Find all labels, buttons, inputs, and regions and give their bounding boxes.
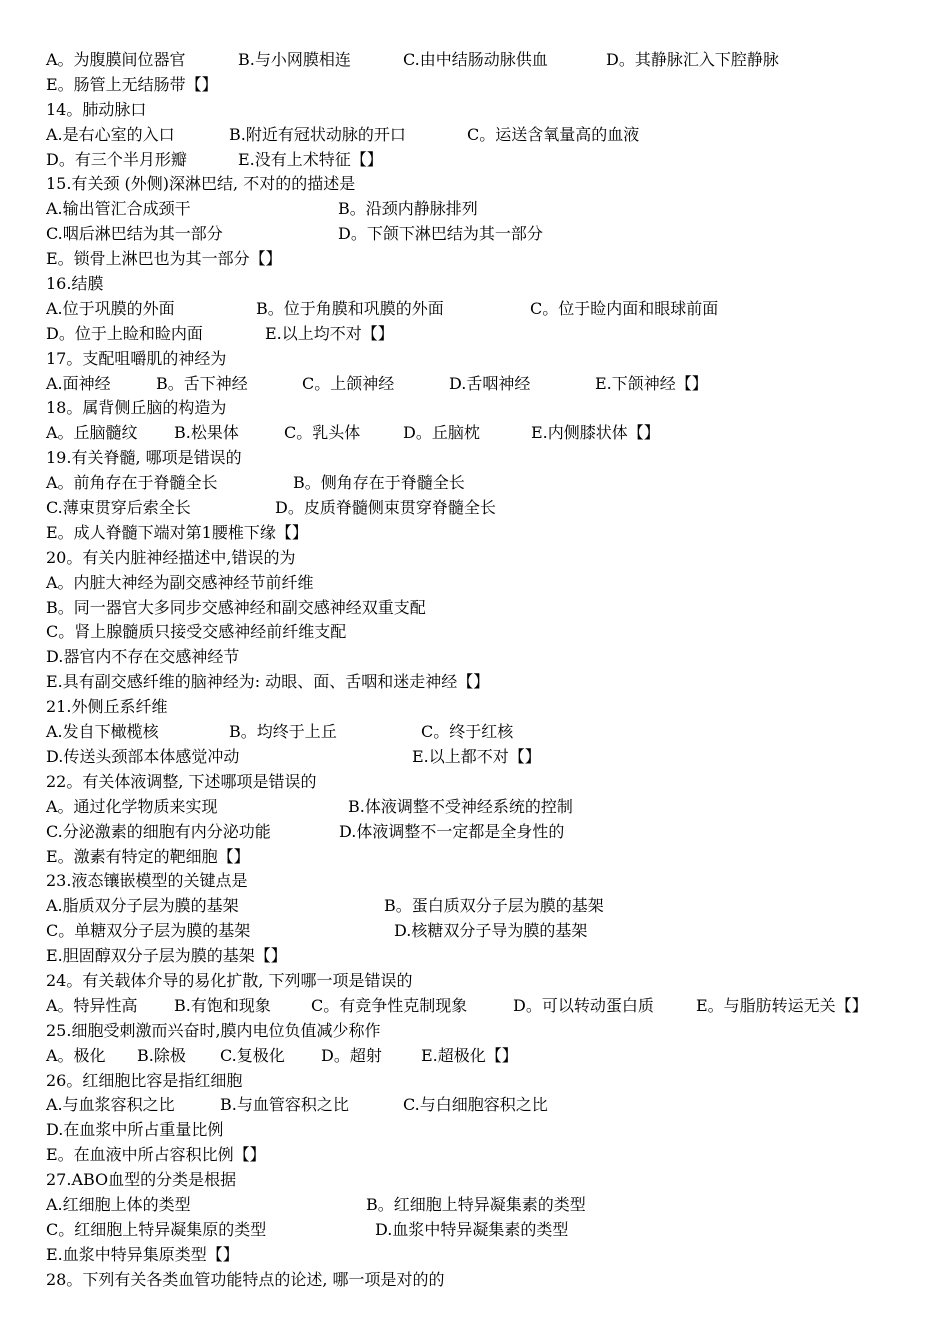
- option-text: D.体液调整不一定都是全身性的: [339, 821, 565, 841]
- text-line: [46, 1168, 926, 1193]
- line-text: E。肠管上无结肠带【】: [46, 74, 218, 94]
- line-text: A。为腹膜间位器官: [46, 50, 186, 69]
- text-line: [46, 1218, 926, 1243]
- text-line: [46, 869, 926, 894]
- option-text: C。位于睑内面和眼球前面: [530, 298, 719, 318]
- text-line: [46, 795, 926, 820]
- text-line: [46, 944, 926, 969]
- text-line: [46, 620, 926, 645]
- text-line: [46, 695, 926, 720]
- option-text: B。沿颈内静脉排列: [338, 199, 478, 219]
- option-text: B.松果体: [174, 423, 239, 443]
- text-line: [46, 73, 926, 98]
- line-text: D。有三个半月形瓣: [46, 149, 187, 169]
- option-text: D。其静脉汇入下腔静脉: [606, 50, 779, 69]
- line-text: E。锁骨上淋巴也为其一部分【】: [46, 249, 282, 269]
- line-text: E.胆固醇双分子层为膜的基架【】: [46, 946, 287, 966]
- line-text: D。位于上睑和睑内面: [46, 323, 203, 343]
- line-text: E。成人脊髓下端对第1腰椎下缘【】: [46, 522, 308, 542]
- text-line: [46, 396, 926, 421]
- line-text: A.脂质双分子层为膜的基架: [46, 896, 239, 916]
- text-line: [46, 496, 926, 521]
- text-line: [46, 148, 926, 173]
- text-line: [46, 1093, 926, 1118]
- option-text: C。运送含氧量高的血液: [467, 124, 640, 144]
- option-text: C。上颌神经: [302, 373, 395, 393]
- line-text: E.血浆中特异集原类型【】: [46, 1244, 239, 1264]
- line-text: A。通过化学物质来实现: [46, 796, 218, 816]
- option-text: C.复极化: [220, 1045, 285, 1065]
- line-text: A。前角存在于脊髓全长: [46, 473, 218, 493]
- option-text: D。下颌下淋巴结为其一部分: [338, 224, 543, 244]
- text-line: [46, 247, 926, 272]
- line-text: 22。有关体液调整, 下述哪项是错误的: [46, 771, 317, 791]
- line-text: D.传送头颈部本体感觉冲动: [46, 746, 240, 766]
- text-line: [46, 421, 926, 446]
- option-text: B。红细胞上特异凝集素的类型: [366, 1194, 586, 1214]
- text-line: [46, 48, 926, 73]
- option-text: B.体液调整不受神经系统的控制: [348, 796, 573, 816]
- option-text: D。丘脑枕: [403, 423, 480, 443]
- option-text: D。可以转动蛋白质: [513, 995, 654, 1015]
- option-text: B。舌下神经: [156, 373, 248, 393]
- line-text: 21.外侧丘系纤维: [46, 697, 168, 717]
- line-text: A.红细胞上体的类型: [46, 1194, 191, 1214]
- text-line: [46, 1069, 926, 1094]
- text-line: [46, 1143, 926, 1168]
- text-line: [46, 770, 926, 795]
- option-text: D。超射: [321, 1045, 382, 1065]
- text-line: [46, 546, 926, 571]
- line-text: 17。支配咀嚼肌的神经为: [46, 348, 227, 368]
- line-text: 23.液态镶嵌模型的关键点是: [46, 871, 248, 891]
- option-text: B。位于角膜和巩膜的外面: [256, 298, 444, 318]
- option-text: C。有竞争性克制现象: [311, 995, 468, 1015]
- line-text: 24。有关载体介导的易化扩散, 下列哪一项是错误的: [46, 970, 413, 990]
- text-line: [46, 745, 926, 770]
- text-line: [46, 645, 926, 670]
- text-line: [46, 197, 926, 222]
- option-text: B.附近有冠状动脉的开口: [229, 124, 406, 144]
- line-text: E。激素有特定的靶细胞【】: [46, 846, 250, 866]
- line-text: A.面神经: [46, 373, 111, 393]
- option-text: B.与血管容积之比: [220, 1095, 349, 1115]
- text-line: [46, 446, 926, 471]
- option-text: E.没有上术特征【】: [238, 149, 383, 169]
- option-text: E.内侧膝状体【】: [531, 423, 660, 443]
- text-line: [46, 1019, 926, 1044]
- text-line: [46, 1243, 926, 1268]
- line-text: 15.有关颈 (外侧)深淋巴结, 不对的的描述是: [46, 174, 356, 194]
- text-line: [46, 894, 926, 919]
- text-line: [46, 720, 926, 745]
- option-text: B。侧角存在于脊髓全长: [293, 473, 465, 493]
- option-text: E.下颌神经【】: [595, 373, 708, 393]
- text-line: [46, 322, 926, 347]
- option-text: E。与脂肪转运无关【】: [696, 995, 868, 1015]
- text-line: [46, 845, 926, 870]
- line-text: A。特异性高: [46, 995, 138, 1015]
- text-line: [46, 521, 926, 546]
- option-text: B。蛋白质双分子层为膜的基架: [384, 896, 604, 916]
- text-line: [46, 1193, 926, 1218]
- line-text: A.与血浆容积之比: [46, 1095, 175, 1115]
- line-text: A。丘脑髓纹: [46, 423, 138, 443]
- text-line: [46, 919, 926, 944]
- line-text: 18。属背侧丘脑的构造为: [46, 398, 227, 418]
- line-text: C。单糖双分子层为膜的基架: [46, 921, 251, 941]
- line-text: 16.结膜: [46, 274, 104, 294]
- text-line: [46, 670, 926, 695]
- text-line: [46, 272, 926, 297]
- text-line: [46, 222, 926, 247]
- line-text: E。在血液中所占容积比例【】: [46, 1145, 266, 1165]
- text-line: [46, 347, 926, 372]
- line-text: B。同一器官大多同步交感神经和副交感神经双重支配: [46, 597, 426, 617]
- text-line: [46, 1044, 926, 1069]
- option-text: C。乳头体: [284, 423, 361, 443]
- line-text: D.器官内不存在交感神经节: [46, 647, 240, 667]
- option-text: B。均终于上丘: [229, 722, 337, 742]
- line-text: 25.细胞受刺激而兴奋时,膜内电位负值减少称作: [46, 1020, 381, 1040]
- line-text: A.位于巩膜的外面: [46, 298, 175, 318]
- text-line: [46, 297, 926, 322]
- text-line: [46, 1118, 926, 1143]
- text-line: [46, 820, 926, 845]
- option-text: E.以上都不对【】: [412, 746, 541, 766]
- option-text: D.血浆中特异凝集素的类型: [375, 1219, 569, 1239]
- text-line: [46, 1268, 926, 1293]
- text-line: [46, 969, 926, 994]
- line-text: 20。有关内脏神经描述中,错误的为: [46, 547, 296, 567]
- line-text: C。肾上腺髓质只接受交感神经前纤维支配: [46, 622, 347, 642]
- document-page: [46, 48, 926, 1293]
- line-text: 14。肺动脉口: [46, 99, 147, 119]
- line-text: D.在血浆中所占重量比例: [46, 1120, 224, 1140]
- option-text: E.以上均不对【】: [265, 323, 394, 343]
- option-text: B.有饱和现象: [174, 995, 271, 1015]
- text-line: [46, 123, 926, 148]
- line-text: C.分泌激素的细胞有内分泌功能: [46, 821, 271, 841]
- option-text: C.与白细胞容积之比: [403, 1095, 548, 1115]
- option-text: C.由中结肠动脉供血: [403, 50, 548, 69]
- option-text: C。终于红核: [421, 722, 514, 742]
- line-text: 19.有关脊髓, 哪项是错误的: [46, 448, 242, 468]
- text-line: [46, 372, 926, 397]
- line-text: 27.ABO血型的分类是根据: [46, 1170, 237, 1190]
- option-text: D.核糖双分子导为膜的基架: [394, 921, 588, 941]
- text-line: [46, 98, 926, 123]
- line-text: E.具有副交感纤维的脑神经为: 动眼、面、舌咽和迷走神经【】: [46, 672, 490, 692]
- line-text: C。红细胞上特异凝集原的类型: [46, 1219, 267, 1239]
- text-line: [46, 994, 926, 1019]
- line-text: 28。下列有关各类血管功能特点的论述, 哪一项是对的的: [46, 1269, 445, 1289]
- line-text: A.输出管汇合成颈干: [46, 199, 191, 219]
- line-text: C.咽后淋巴结为其一部分: [46, 224, 223, 244]
- option-text: B.除极: [137, 1045, 186, 1065]
- option-text: D。皮质脊髓侧束贯穿脊髓全长: [275, 498, 496, 518]
- line-text: A。内脏大神经为副交感神经节前纤维: [46, 572, 314, 592]
- line-text: C.薄束贯穿后索全长: [46, 498, 191, 518]
- option-text: D.舌咽神经: [449, 373, 531, 393]
- option-text: B.与小网膜相连: [238, 50, 351, 69]
- option-text: E.超极化【】: [421, 1045, 518, 1065]
- line-text: 26。红细胞比容是指红细胞: [46, 1070, 243, 1090]
- text-line: [46, 172, 926, 197]
- line-text: A.发自下橄榄核: [46, 722, 159, 742]
- line-text: A.是右心室的入口: [46, 124, 175, 144]
- text-line: [46, 596, 926, 621]
- text-line: [46, 471, 926, 496]
- line-text: A。极化: [46, 1045, 106, 1065]
- text-line: [46, 571, 926, 596]
